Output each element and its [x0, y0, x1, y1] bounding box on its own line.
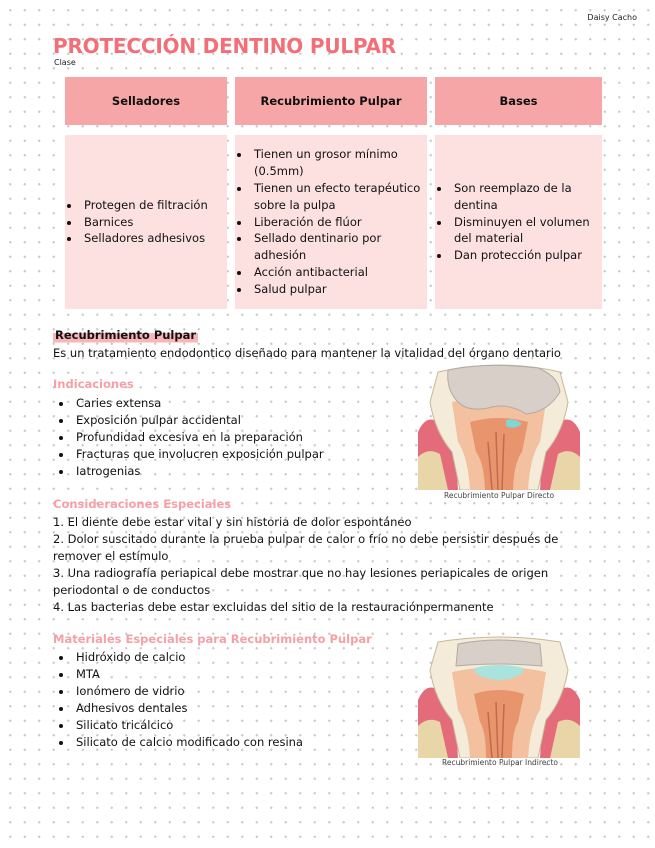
list-item: • Caries extensa	[73, 395, 324, 412]
page-title: PROTECCIÓN DENTINO PULPAR	[53, 34, 396, 58]
list-item: • Selladores adhesivos	[81, 230, 208, 247]
list-item: • Dan protección pulpar	[451, 247, 602, 264]
list-item: • Disminuyen el volumen del material	[451, 214, 602, 248]
column-header-recubrimiento: Recubrimiento Pulpar	[235, 77, 427, 125]
indicaciones-list	[55, 395, 324, 480]
column-body-bases	[435, 135, 602, 309]
list-item: • Protegen de filtración	[81, 197, 208, 214]
column-header-bases: Bases	[435, 77, 602, 125]
list-item: • Hidróxido de calcio	[73, 649, 303, 666]
list-item: • Salud pulpar	[251, 281, 427, 298]
indicaciones-heading: Indicaciones	[53, 377, 134, 391]
highlighted-heading: Recubrimiento Pulpar	[55, 328, 197, 342]
recubrimiento-list	[235, 146, 427, 297]
page-subtitle: Clase	[54, 58, 76, 67]
list-item: • Profundidad excesiva en la preparación	[73, 429, 324, 446]
materiales-list	[55, 649, 303, 751]
list-item: • Silicato tricálcico	[73, 717, 303, 734]
materiales-heading: Materiales Especiales para Recubrimiento Pulpar	[53, 632, 372, 646]
list-item: • Son reemplazo de la dentina	[451, 180, 602, 214]
consideraciones-item-2: 2. Dolor suscitado durante la prueba pulpar de calor o frío no debe persistir después de remover el estímulo	[53, 532, 559, 563]
list-item: • Tienen un grosor mínimo (0.5mm)	[251, 146, 427, 180]
list-item: • Adhesivos dentales	[73, 700, 303, 717]
list-item: • Tienen un efecto terapéutico sobre la pulpa	[251, 180, 427, 214]
consideraciones-item-1: 1. El diente debe estar vital y sin historia de dolor espontáneo	[53, 515, 412, 529]
recubrimiento-definition: Es un tratamiento endodontico diseñado para mantener la vitalidad del órgano dentario	[53, 346, 561, 360]
bases-list	[435, 180, 602, 264]
column-body-recubrimiento	[235, 135, 427, 309]
recubrimiento-heading	[53, 327, 198, 344]
tooth-indirect-illustration	[418, 636, 580, 758]
consideraciones-item-4: 4. Las bacterias debe estar excluidas del sitio de la restauraciónpermanente	[53, 600, 494, 614]
tooth-direct-illustration	[418, 362, 580, 490]
column-body-selladores	[65, 135, 227, 309]
list-item: • Sellado dentinario por adhesión	[251, 230, 427, 264]
list-item: • Acción antibacterial	[251, 264, 427, 281]
list-item: • Silicato de calcio modificado con resina	[73, 734, 303, 751]
consideraciones-item-3: 3. Una radiografía periapical debe mostrar que no hay lesiones periapicales de origen periodontal o de conductos	[53, 566, 549, 597]
consideraciones-heading: Consideraciones Especiales	[53, 497, 232, 511]
list-item: • Liberación de flúor	[251, 214, 427, 231]
figure-caption-direct: Recubrimiento Pulpar Directo	[444, 491, 555, 500]
author-name: Daisy Cacho	[587, 13, 637, 22]
selladores-list	[65, 197, 208, 247]
list-item: • MTA	[73, 666, 303, 683]
list-item: • Fracturas que involucren exposición pulpar	[73, 446, 324, 463]
list-item: • Ionómero de vidrio	[73, 683, 303, 700]
figure-caption-indirect: Recubrimiento Pulpar Indirecto	[442, 758, 559, 767]
list-item: • Barnices	[81, 214, 208, 231]
list-item: • Iatrogenias	[73, 463, 324, 480]
list-item: • Exposición pulpar accidental	[73, 412, 324, 429]
column-header-selladores: Selladores	[65, 77, 227, 125]
